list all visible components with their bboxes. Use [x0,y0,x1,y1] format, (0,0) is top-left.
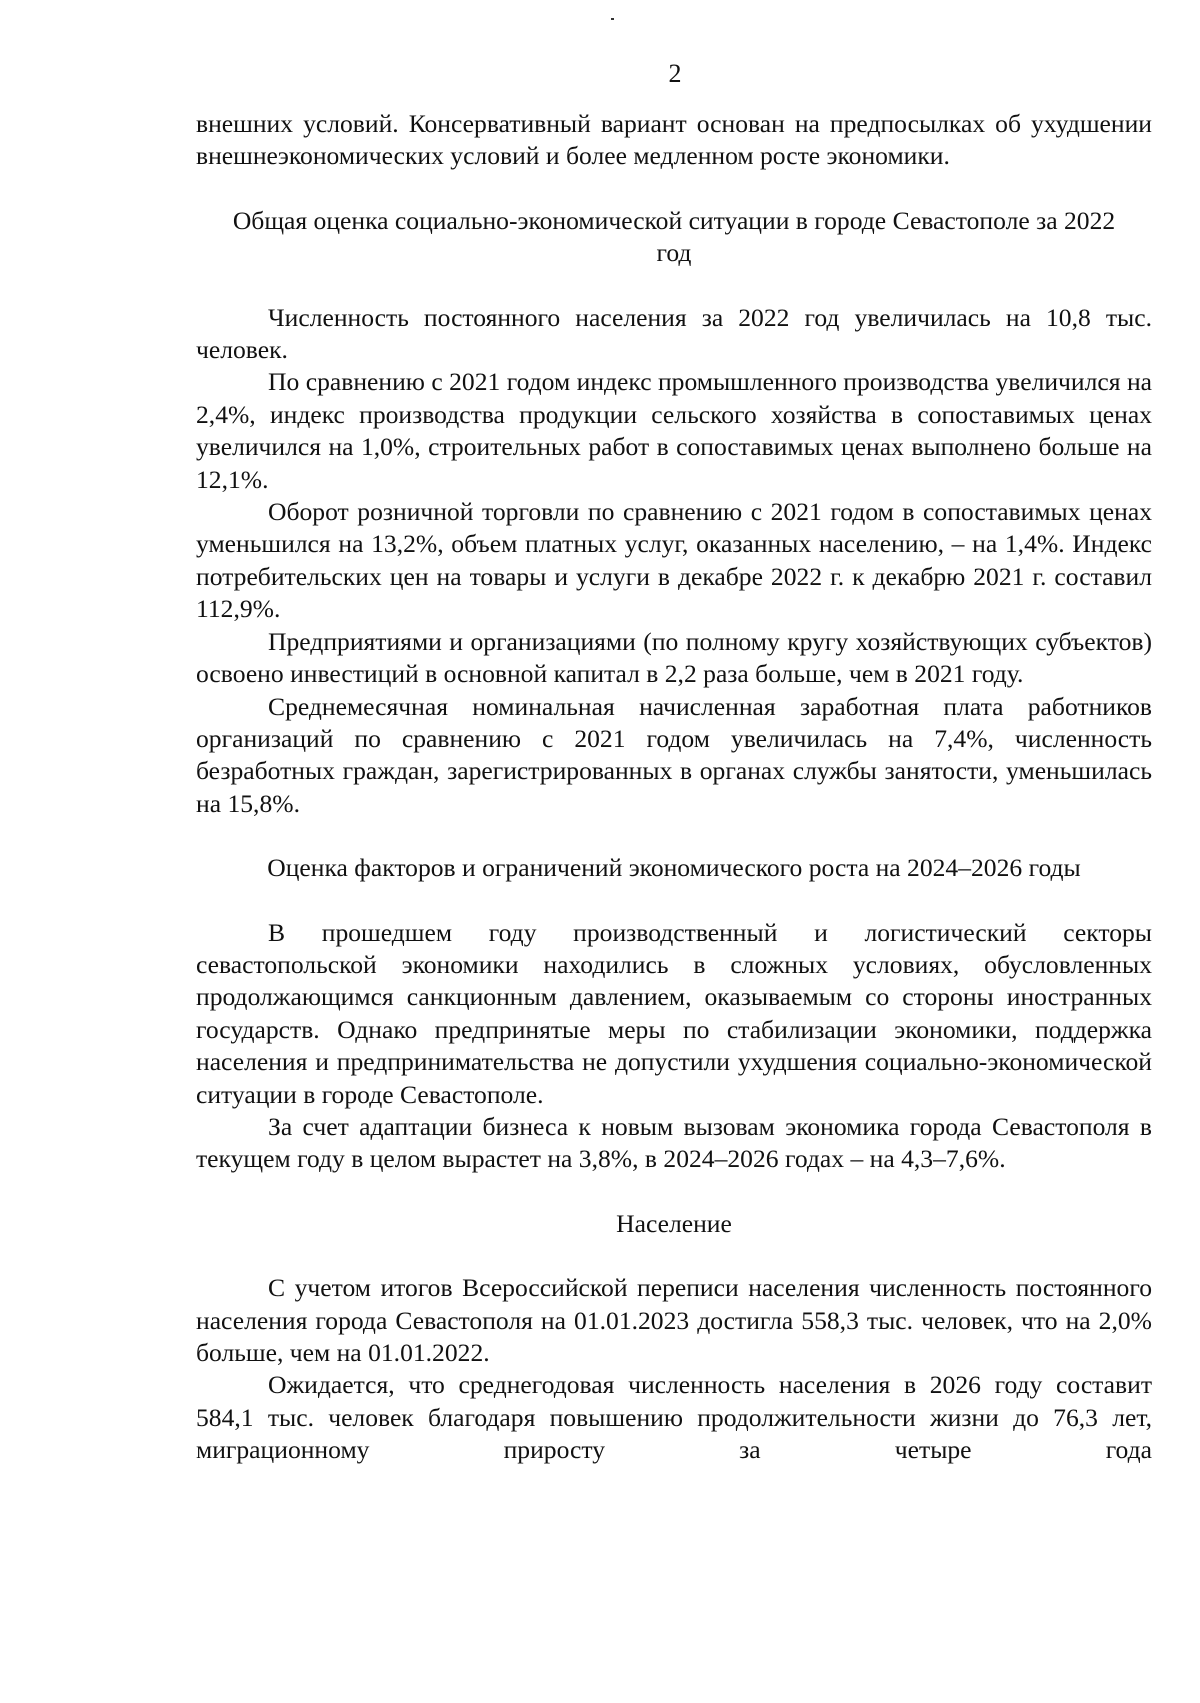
paragraph-economic-forecast: За счет адаптации бизнеса к новым вызовам экономика города Севастополя в текущем году в целом вырастет на 3,8%, в 2024–2026 годах – на 4,3–7,6%. [196,1111,1152,1174]
paragraph-retail-turnover: Оборот розничной торговли по сравнению с 2021 годом в сопоставимых ценах уменьшился на 13,2%, объем платных услуг, оказанных населению, – на 1,4%. Индекс потребительских цен на товары и услуги в декабре 2022 г. к декабрю 2021 г. составил 112,9%. [196,497,1152,624]
paragraph-industrial-index: По сравнению с 2021 годом индекс промышленного производства увеличился на 2,4%, индекс производства продукции сельского хозяйства в сопоставимых ценах увеличился на 1,0%, строительных работ в сопоставимых ценах выполнено больше на 12,1%. [196,367,1152,494]
document-body [196,108,1152,1467]
paragraph-investment: Предприятиями и организациями (по полному кругу хозяйствующих субъектов) освоено инвестиций в основной капитал в 2,2 раза больше, чем в 2021 году. [196,626,1152,689]
section-heading-growth-factors: Оценка факторов и ограничений экономического роста на 2024–2026 годы [267,853,1081,883]
page-number: 2 [668,59,682,88]
paragraph-population-growth: Численность постоянного населения за 2022 год увеличилась на 10,8 тыс. человек. [196,302,1152,365]
paragraph-population-forecast: Ожидается, что среднегодовая численность населения в 2026 году составит 584,1 тыс. человек благодаря повышению продолжительности жизни до 76,3 лет, миграционному приросту за четыре года [196,1370,1152,1465]
paragraph-continuation: внешних условий. Консервативный вариант основан на предпосылках об ухудшении внешнеэкономических условий и более медленном росте экономики. [196,109,1152,171]
paragraph-census: С учетом итогов Всероссийской переписи населения численность постоянного населения города Севастополя на 01.01.2023 достигла 558,3 тыс. человек, что на 2,0% больше, чем на 01.01.2022. [196,1273,1152,1367]
scan-speck [611,18,614,20]
section-heading-general-assessment: Общая оценка социально-экономической ситуации в городе Севастополе за 2022 год [232,205,1116,268]
section-heading-population: Население [616,1208,732,1238]
paragraph-sectors-conditions: В прошедшем году производственный и логистический секторы севастопольской экономики находились в сложных условиях, обусловленных продолжающимся санкционным давлением, оказываемым со стороны иностранных государств. Однако предпринятые меры по стабилизации экономики, поддержка населения и предпринимательства не допустили ухудшения социально-экономической ситуации в городе Севастополе. [196,917,1152,1109]
paragraph-wages: Среднемесячная номинальная начисленная заработная плата работников организаций по сравнению с 2021 годом увеличилась на 7,4%, численность безработных граждан, зарегистрированных в органах службы занятости, уменьшилась на 15,8%. [196,691,1152,818]
